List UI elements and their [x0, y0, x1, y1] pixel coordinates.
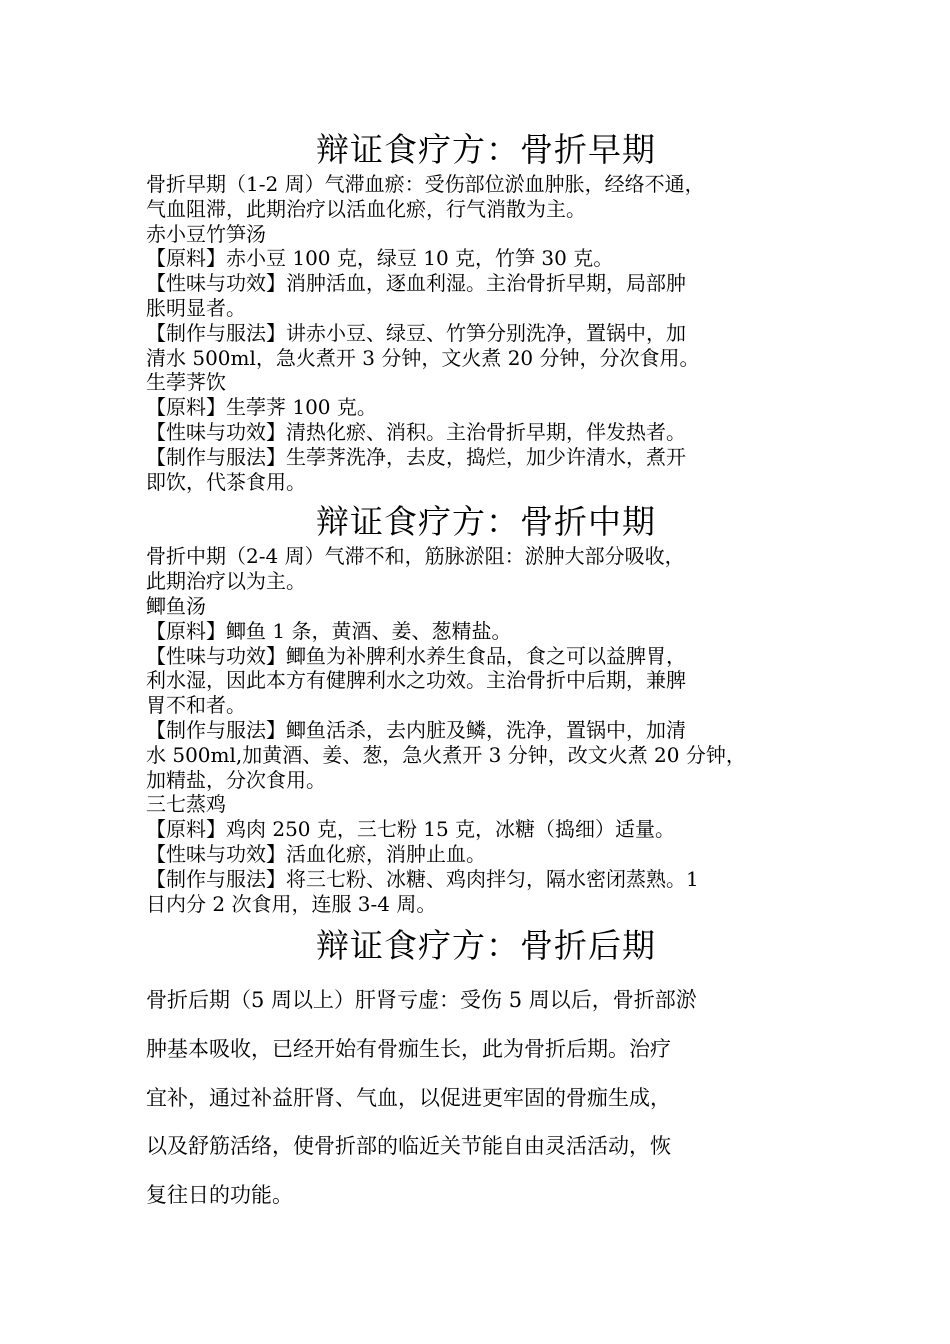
document-page: [146, 128, 826, 1219]
text-line: 【制作与服法】生荸荠洗净，去皮，捣烂，加少许清水，煮开: [146, 444, 686, 469]
section-title-middle: 辩证食疗方：骨折中期: [316, 502, 656, 542]
text-line: 【性味与功效】鲫鱼为补脾利水养生食品，食之可以益脾胃，: [146, 643, 686, 668]
text-line: 以及舒筋活络，使骨折部的临近关节能自由灵活活动，恢: [146, 1134, 671, 1159]
recipe-name: 三七蒸鸡: [146, 792, 226, 817]
text-line: 【制作与服法】讲赤小豆、绿豆、竹笋分别洗净，置锅中，加: [146, 320, 686, 345]
text-line: 胃不和者。: [146, 693, 246, 718]
text-line: 气血阻滞，此期治疗以活血化瘀，行气消散为主。: [146, 196, 586, 221]
text-line: 骨折早期（1-2 周）气滞血瘀：受伤部位淤血肿胀，经络不通，: [146, 172, 705, 196]
text-line: 肿基本吸收，已经开始有骨痂生长，此为骨折后期。治疗: [146, 1036, 671, 1061]
text-line: 【性味与功效】活血化瘀，消肿止血。: [146, 841, 486, 866]
text-line: 骨折后期（5 周以上）肝肾亏虚：受伤 5 周以后，骨折部淤: [146, 988, 697, 1013]
recipe-name: 赤小豆竹笋汤: [146, 221, 266, 246]
text-line: 【性味与功效】消肿活血，逐血利湿。主治骨折早期，局部肿: [146, 271, 686, 296]
text-line: 日内分 2 次食用，连服 3-4 周。: [146, 891, 437, 916]
section-early-stage: [146, 128, 826, 494]
recipe-name: 鲫鱼汤: [146, 593, 206, 618]
text-line: 加精盐，分次食用。: [146, 767, 326, 792]
text-line: 此期治疗以为主。: [146, 569, 306, 594]
text-line: 宜补，通过补益肝肾、气血，以促进更牢固的骨痂生成，: [146, 1085, 671, 1110]
text-line: 【原料】生荸荠 100 克。: [146, 395, 377, 420]
text-line: 【原料】鸡肉 250 克，三七粉 15 克，冰糖（捣细）适量。: [146, 817, 676, 842]
text-line: 【原料】赤小豆 100 克，绿豆 10 克，竹笋 30 克。: [146, 246, 614, 271]
text-line: 【制作与服法】将三七粉、冰糖、鸡肉拌匀，隔水密闭蒸熟。1: [146, 866, 699, 891]
text-line: 【制作与服法】鲫鱼活杀，去内脏及鳞，洗净，置锅中，加清: [146, 717, 686, 742]
text-line: 即饮，代茶食用。: [146, 469, 306, 494]
text-line: 【原料】鲫鱼 1 条，黄酒、姜、葱精盐。: [146, 618, 512, 643]
text-line: 清水 500ml，急火煮开 3 分钟，文火煮 20 分钟，分次食用。: [146, 345, 700, 370]
text-line: 复往日的功能。: [146, 1182, 293, 1207]
section-middle-stage: [146, 500, 826, 916]
text-line: 骨折中期（2-4 周）气滞不和，筋脉淤阻：淤肿大部分吸收，: [146, 544, 685, 569]
text-line: 水 500ml,加黄酒、姜、葱，急火煮开 3 分钟，改文火煮 20 分钟，: [146, 742, 746, 767]
section-late-stage: [146, 924, 826, 1219]
section-title-early: 辩证食疗方：骨折早期: [316, 130, 656, 169]
text-line: 胀明显者。: [146, 295, 246, 320]
text-line: 利水湿，因此本方有健脾利水之功效。主治骨折中后期，兼脾: [146, 668, 686, 693]
recipe-name: 生荸荠饮: [146, 370, 226, 395]
text-line: 【性味与功效】清热化瘀、消积。主治骨折早期，伴发热者。: [146, 419, 686, 444]
section-title-late: 辩证食疗方：骨折后期: [316, 926, 656, 966]
